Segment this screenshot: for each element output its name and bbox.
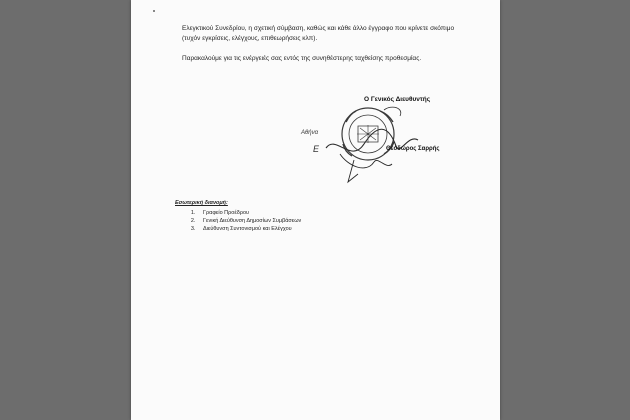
scan-speck — [153, 10, 155, 12]
signatory-name: Θεόδωρος Σαρρής — [386, 146, 440, 152]
list-item: 1. Γραφείο Προέδρου — [197, 209, 301, 217]
list-item: 3. Διεύθυνση Συντονισμού και Ελέγχου — [197, 225, 301, 233]
handwritten-place: Αθήνα — [301, 130, 319, 136]
document-page — [131, 0, 500, 420]
body-paragraph-1: Ελεγκτικού Συνεδρίου, η σχετική σύμβαση, καθώς και κάθε άλλο έγγραφο που κρίνετε σκόπιμο (τυχόν εγκρίσεις, ελέγχους, επιθεωρήσεις κλπ). — [182, 25, 455, 42]
body-paragraph-2: Παρακαλούμε για τις ενέργειές σας εντός της συνηθέστερης ταχθείσης προθεσμίας. — [182, 55, 422, 62]
handwritten-initial: Ε — [313, 144, 320, 154]
distribution-heading: Εσωτερική διανομή: — [175, 200, 228, 206]
list-item: 2. Γενική Διεύθυνση Δημοσίων Συμβάσεων — [197, 217, 301, 225]
distribution-list — [175, 209, 301, 233]
signatory-title: Ο Γενικός Διευθυντής — [364, 96, 431, 103]
internal-distribution — [175, 200, 301, 233]
letter-body — [182, 24, 472, 64]
